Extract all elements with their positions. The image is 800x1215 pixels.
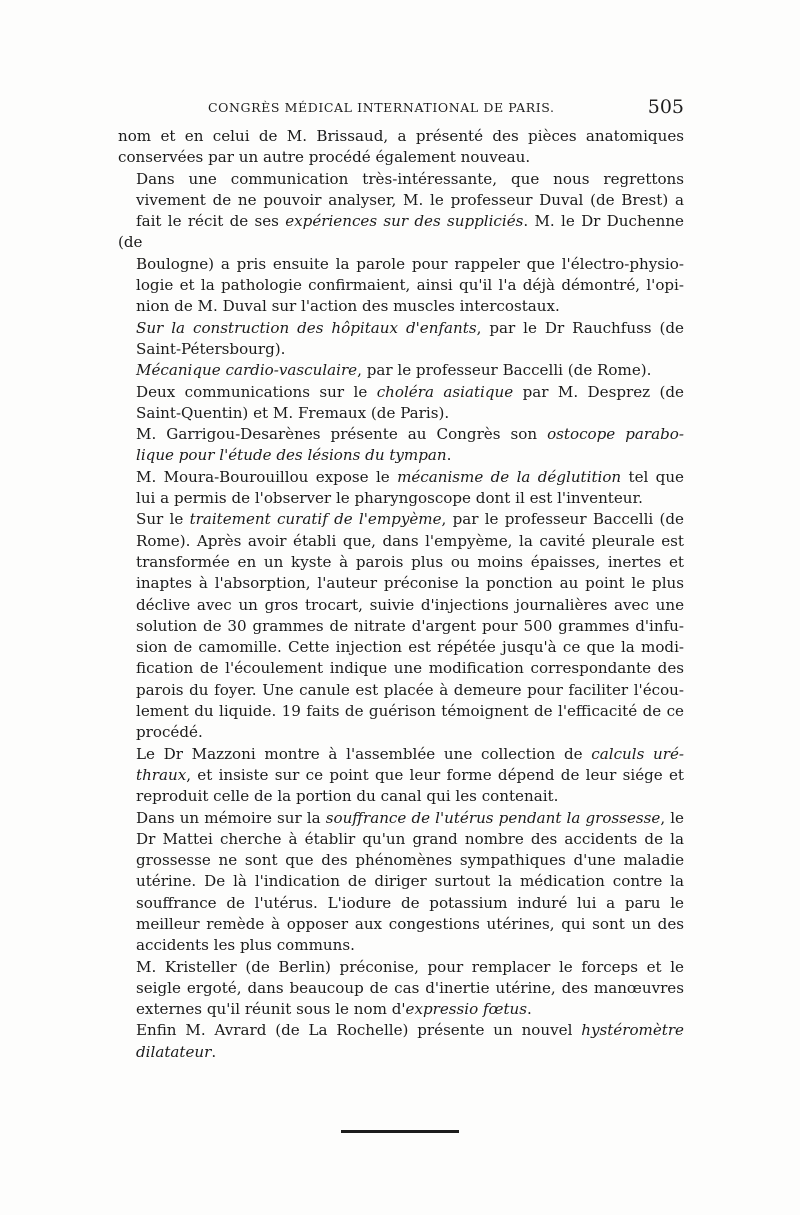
- page-number: 505: [647, 96, 684, 118]
- paragraph: [118, 744, 684, 808]
- text-line: Dr Mattei cherche à établir qu'un grand nombre des accidents de la: [136, 829, 684, 848]
- text-line: M. Garrigou-Desarènes présente au Congrès son ostocope parabo-: [136, 425, 684, 444]
- text-line: nom et en celui de M. Brissaud, a présenté des pièces anatomiques: [118, 127, 684, 145]
- text-line: seigle ergoté, dans beaucoup de cas d'inertie utérine, des manœuvres: [136, 978, 684, 997]
- text-line: solution de 30 grammes de nitrate d'argent pour 500 grammes d'infu-: [136, 616, 684, 635]
- paragraph: [118, 808, 684, 957]
- paragraph: [118, 957, 684, 1021]
- paragraph: [118, 467, 684, 510]
- text-line: externes qu'il réunit sous le nom d'expressio fœtus.: [136, 1000, 532, 1019]
- text-line: lement du liquide. 19 faits de guérison témoignent de l'efficacité de ce: [136, 702, 684, 721]
- text-line: Enfin M. Avrard (de La Rochelle) présente un nouvel hystéromètre: [136, 1021, 684, 1040]
- text-line: nion de M. Duval sur l'action des muscles intercostaux.: [136, 297, 560, 316]
- text-line: Saint-Pétersbourg).: [136, 339, 286, 358]
- text-line: lique pour l'étude des lésions du tympan.: [136, 446, 452, 465]
- text-line: Dans un mémoire sur la souffrance de l'utérus pendant la grossesse, le: [136, 808, 684, 827]
- paragraph: [118, 424, 684, 467]
- running-head: [118, 96, 684, 120]
- text-line: M. Kristeller (de Berlin) préconise, pour remplacer le forceps et le: [136, 957, 684, 976]
- text-line: grossesse ne sont que des phénomènes sympathiques d'une maladie: [136, 851, 684, 870]
- body-text: [118, 126, 684, 1063]
- text-line: accidents les plus communs.: [136, 936, 355, 955]
- paragraph: [118, 509, 684, 743]
- running-title: CONGRÈS MÉDICAL INTERNATIONAL DE PARIS.: [208, 100, 555, 115]
- paragraph: [118, 318, 684, 361]
- text-line: souffrance de l'utérus. L'iodure de potassium induré lui a paru le: [136, 893, 684, 912]
- text-line: Le Dr Mazzoni montre à l'assemblée une collection de calculs uré-: [136, 744, 685, 763]
- text-line: fait le récit de ses expériences sur des suppliciés. M. le Dr Duchenne (de: [118, 212, 684, 252]
- text-line: Sur la construction des hôpitaux d'enfants, par le Dr Rauchfuss (de: [136, 318, 684, 337]
- text-line: transformée en un kyste à parois plus ou moins épaisses, inertes et: [136, 552, 684, 571]
- text-line: M. Moura-Bourouillou expose le mécanisme de la déglutition tel que: [136, 467, 684, 486]
- text-line: dilatateur.: [136, 1042, 217, 1061]
- text-line: reproduit celle de la portion du canal qui les contenait.: [136, 787, 559, 806]
- paragraph: [118, 126, 684, 169]
- text-line: thraux, et insiste sur ce point que leur forme dépend de leur siége et: [136, 765, 684, 784]
- text-line: meilleur remède à opposer aux congestions utérines, qui sont un des: [136, 914, 684, 933]
- text-line: Sur le traitement curatif de l'empyème, par le professeur Baccelli (de: [136, 510, 684, 529]
- paragraph: [118, 1020, 684, 1063]
- text-line: procédé.: [136, 723, 203, 742]
- text-line: parois du foyer. Une canule est placée à demeure pour faciliter l'écou-: [136, 680, 684, 699]
- text-line: Boulogne) a pris ensuite la parole pour rappeler que l'électro-physio-: [136, 254, 684, 273]
- text-line: inaptes à l'absorption, l'auteur préconise la ponction au point le plus: [136, 574, 684, 593]
- text-line: sion de camomille. Cette injection est répétée jusqu'à ce que la modi-: [136, 638, 684, 657]
- text-line: lui a permis de l'observer le pharyngoscope dont il est l'inventeur.: [136, 489, 643, 508]
- paragraph: [118, 382, 684, 425]
- text-line: conservées par un autre procédé également nouveau.: [118, 148, 531, 167]
- paragraph: [118, 360, 684, 381]
- text-line: Rome). Après avoir établi que, dans l'empyème, la cavité pleurale est: [136, 531, 684, 550]
- text-line: Mécanique cardio-vasculaire, par le professeur Baccelli (de Rome).: [136, 361, 652, 380]
- text-line: Deux communications sur le choléra asiatique par M. Desprez (de: [136, 382, 684, 401]
- end-rule: [341, 1130, 459, 1133]
- text-line: Dans une communication très-intéressante, que nous regrettons: [136, 169, 684, 188]
- text-line: déclive avec un gros trocart, suivie d'injections journalières avec une: [136, 595, 684, 614]
- text-line: utérine. De là l'indication de diriger surtout la médication contre la: [136, 872, 684, 891]
- text-line: Saint-Quentin) et M. Fremaux (de Paris).: [136, 403, 450, 422]
- text-line: fication de l'écoulement indique une modification correspondante des: [136, 659, 684, 678]
- paragraph: [118, 169, 684, 318]
- text-line: logie et la pathologie confirmaient, ainsi qu'il l'a déjà démontré, l'opi-: [136, 276, 684, 295]
- text-line: vivement de ne pouvoir analyser, M. le professeur Duval (de Brest) a: [136, 190, 684, 209]
